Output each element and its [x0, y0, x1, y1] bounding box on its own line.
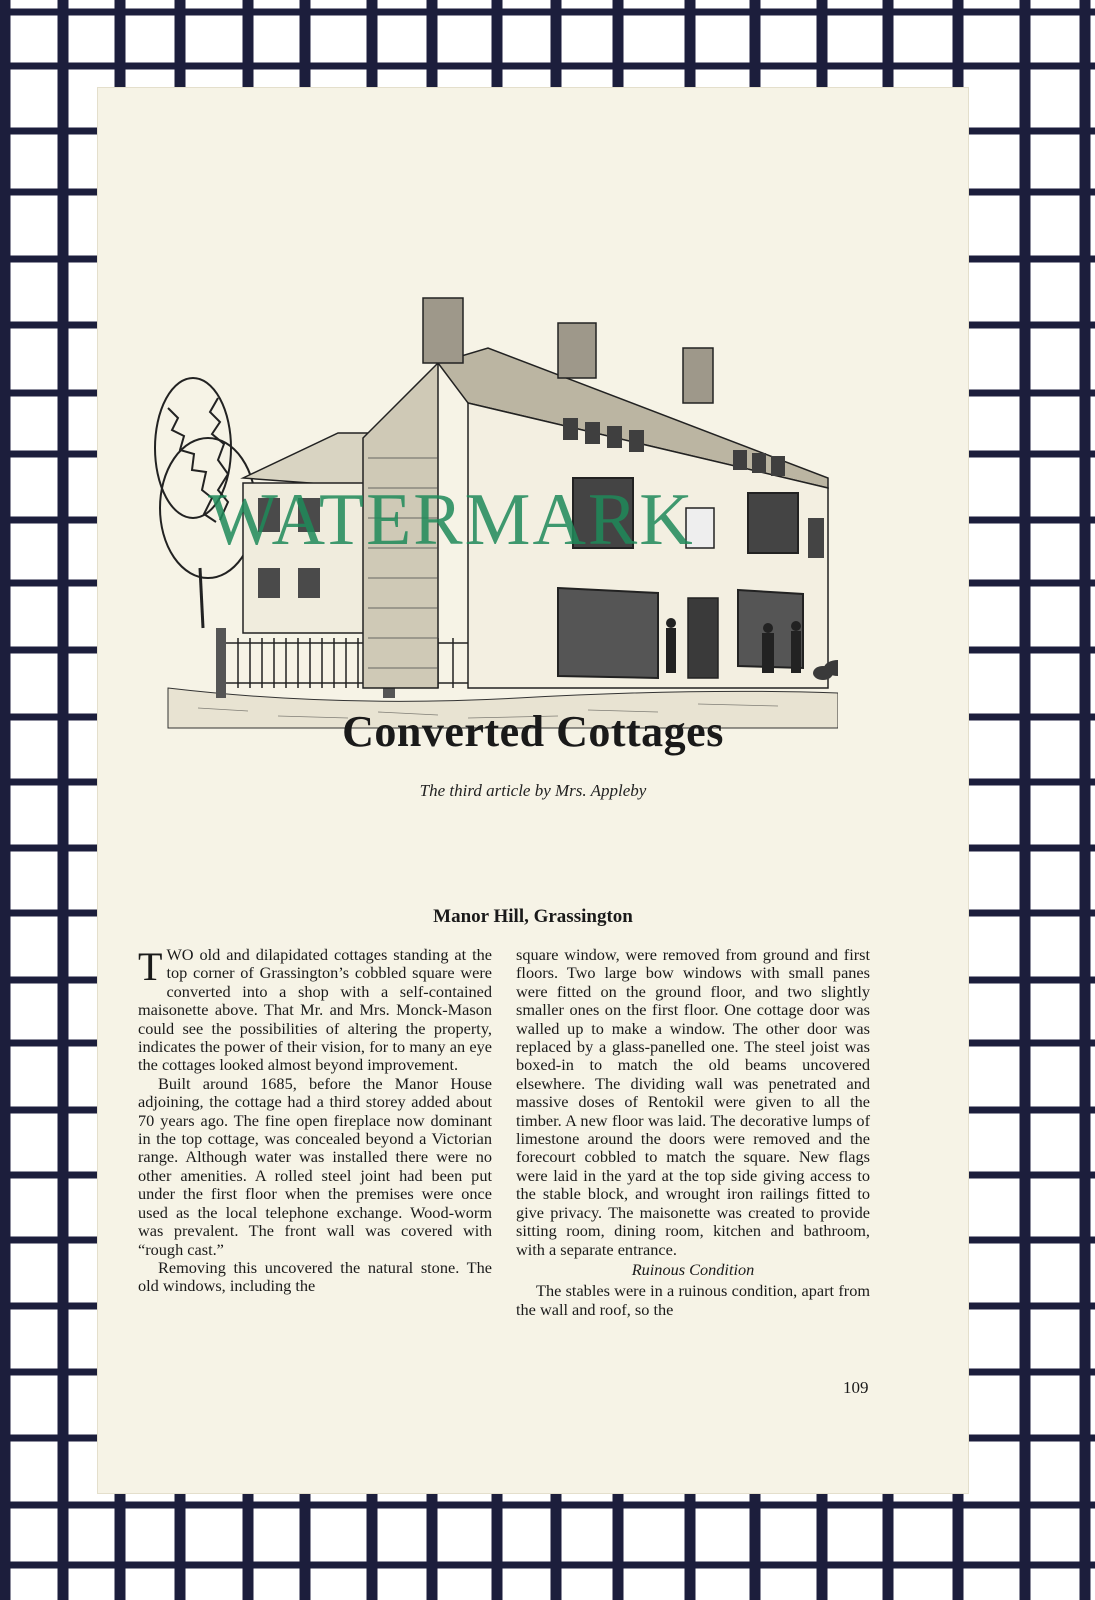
section-heading: Ruinous Condition — [631, 1259, 755, 1279]
article-subhead: Manor Hill, Grassington — [433, 906, 633, 927]
right-paragraph-2: The stables were in a ruinous condition, apart from the wall and roof, so the — [516, 1281, 870, 1319]
left-paragraph-1-text: old and dilapidated cottages standing at the top corner of Grassington’s cobbled square were converted into a shop with a self-contained maisonette above. That Mr. and Mrs. Monck-Mason could see the possibilities of altering the property, indicates the power of their vision, for to many an eye the cottages looked almost beyond improvement. — [138, 945, 492, 1075]
cottage-illustration — [138, 188, 838, 753]
article-byline: The third article by Mrs. Appleby — [419, 781, 647, 800]
right-paragraph-1: square window, were removed from ground and first floors. Two large bow windows with small panes were fitted on the ground floor, and two slightly smaller ones on the first floor. One cottage door was walled up to make a window. The other door was replaced by a glass-panelled one. The steel joist was boxed-in to match the old beams uncovered elsewhere. The dividing wall was penetrated and massive doses of Rentokil were given to all the timber. A new floor was laid. The decorative lumps of limestone around the doors were removed and the forecourt cobbled to match the square. New flags were laid in the yard at the top side giving access to the stable block, and wrought iron railings fitted to give privacy. The maisonette was created to provide sitting room, dining room, kitchen and bathroom, with a separate entrance. — [516, 945, 870, 1259]
watermark-text: WATERMARK — [208, 479, 695, 561]
opening-smallcaps: WO — [166, 945, 194, 964]
article-headline: Converted Cottages — [342, 707, 724, 756]
left-paragraph-2: Built around 1685, before the Manor House adjoining, the cottage had a third storey added about 70 years ago. The fine open fireplace now dominant in the top cottage, was concealed beyond a Victorian range. Although water was installed there were no other amenities. A rolled steel joint had been put under the first floor when the premises were once used as the local telephone exchange. Wood-worm was prevalent. The front wall was covered with “rough cast.” — [138, 1073, 492, 1259]
left-column — [138, 946, 492, 1296]
drop-cap: T — [138, 944, 163, 989]
left-paragraph-1 — [138, 946, 492, 1075]
magazine-page — [98, 88, 968, 1493]
page-number: 109 — [843, 1378, 869, 1397]
right-column — [516, 946, 870, 1319]
left-paragraph-3: Removing this uncovered the natural stone. The old windows, including the — [138, 1257, 492, 1296]
